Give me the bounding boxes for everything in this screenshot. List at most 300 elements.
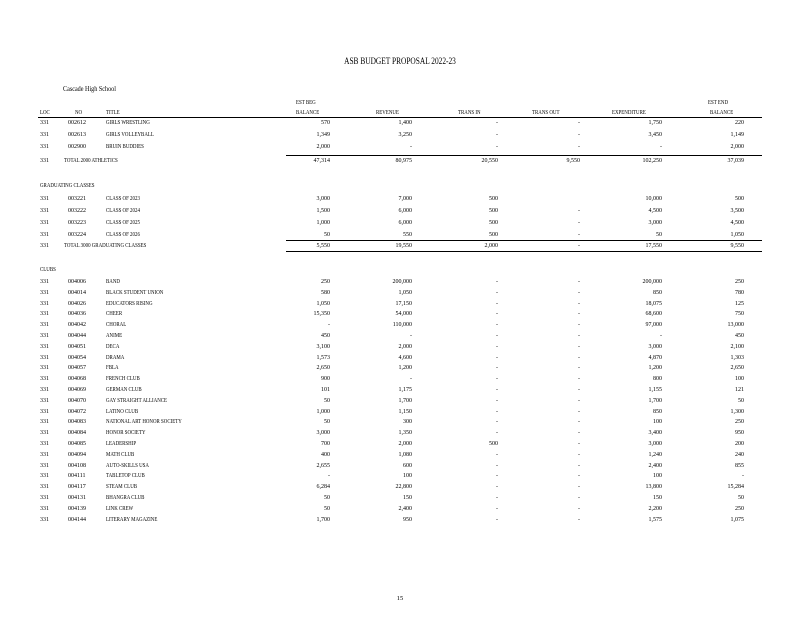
- cell-amount: -: [410, 376, 412, 383]
- table-row: [0, 355, 800, 365]
- table-row: [0, 132, 800, 142]
- cell-amount: 1,240: [648, 451, 662, 458]
- cell-title: GIRLS VOLLEYBALL: [106, 132, 154, 138]
- table-row: [0, 208, 800, 218]
- cell-amount: -: [578, 220, 580, 226]
- cell-amount: 1,200: [398, 365, 412, 372]
- cell-amount: 1,575: [648, 516, 662, 523]
- cell-amount: 3,450: [648, 132, 662, 138]
- cell-amount: 500: [489, 220, 498, 226]
- cell-amount: -: [578, 300, 580, 307]
- total-rule-bottom: [286, 251, 762, 252]
- cell-amount: 250: [321, 279, 330, 285]
- cell-amount: 2,000: [398, 441, 412, 447]
- cell-title: NATIONAL ART HONOR SOCIETY: [106, 419, 182, 426]
- cell-amount: -: [578, 473, 580, 480]
- header-expenditure: EXPENDITURE: [612, 110, 646, 116]
- cell-number: 004057: [68, 365, 86, 372]
- table-row: [0, 290, 800, 300]
- table-row: [0, 419, 800, 429]
- cell-number: 004131: [68, 495, 86, 501]
- cell-amount: 9,550: [730, 243, 744, 249]
- cell-amount: 200,000: [392, 279, 412, 285]
- cell-amount: -: [328, 473, 330, 480]
- cell-number: 004144: [68, 516, 86, 523]
- cell-amount: -: [496, 311, 498, 318]
- cell-loc: 331: [40, 462, 49, 469]
- cell-number: 004085: [68, 441, 86, 447]
- cell-amount: 1,350: [398, 430, 412, 437]
- cell-title: BHANGRA CLUB: [106, 495, 145, 501]
- cell-amount: 50: [738, 397, 744, 404]
- cell-title: ANIME: [106, 333, 123, 339]
- header-loc: LOC: [40, 110, 50, 116]
- cell-title: CHORAL: [106, 322, 127, 329]
- table-row: [0, 517, 800, 527]
- cell-amount: 150: [403, 495, 412, 501]
- header-trans-out: TRANS OUT: [532, 110, 560, 116]
- cell-title: TOTAL 3000 GRADUATING CLASSES: [64, 243, 147, 249]
- cell-number: 004117: [68, 484, 86, 491]
- cell-amount: 2,000: [730, 144, 744, 150]
- cell-amount: 1,200: [648, 365, 662, 372]
- cell-amount: -: [496, 132, 498, 138]
- cell-amount: 500: [735, 196, 744, 202]
- cell-amount: 6,284: [316, 484, 330, 491]
- cell-title: MATH CLUB: [106, 451, 135, 458]
- cell-loc: 331: [40, 333, 49, 339]
- cell-amount: -: [578, 132, 580, 138]
- cell-title: STEAM CLUB: [106, 484, 138, 491]
- cell-amount: 240: [735, 451, 744, 458]
- table-row: [0, 441, 800, 451]
- table-row: [0, 220, 800, 230]
- cell-title: EDUCATORS RISING: [106, 300, 153, 307]
- cell-loc: 331: [40, 473, 49, 480]
- cell-title: DRAMA: [106, 354, 125, 361]
- cell-number: 004070: [68, 397, 86, 404]
- cell-amount: 15,350: [313, 311, 330, 318]
- cell-amount: -: [328, 322, 330, 329]
- cell-amount: 9,550: [566, 158, 580, 164]
- cell-amount: -: [578, 243, 580, 249]
- cell-amount: 250: [735, 279, 744, 285]
- cell-amount: -: [496, 333, 498, 339]
- cell-amount: 450: [321, 333, 330, 339]
- cell-amount: 22,800: [395, 484, 412, 491]
- cell-number: 004051: [68, 343, 86, 350]
- cell-amount: 1,155: [648, 387, 662, 393]
- cell-amount: 100: [653, 473, 662, 480]
- cell-amount: -: [578, 397, 580, 404]
- cell-amount: 2,650: [730, 365, 744, 372]
- header-beg-top: EST BEG: [296, 100, 316, 106]
- cell-amount: 220: [735, 120, 744, 126]
- cell-title: CLASS OF 2024: [106, 208, 140, 214]
- header-no: NO: [75, 110, 83, 116]
- cell-amount: 50: [324, 505, 330, 512]
- cell-amount: 550: [403, 232, 412, 238]
- cell-title: LINK CREW: [106, 505, 134, 512]
- cell-amount: -: [578, 451, 580, 458]
- cell-amount: -: [496, 473, 498, 480]
- cell-amount: -: [578, 365, 580, 372]
- table-row: [0, 311, 800, 321]
- cell-title: LATINO CLUB: [106, 408, 139, 415]
- cell-amount: -: [578, 408, 580, 415]
- cell-amount: 17,550: [645, 243, 662, 249]
- cell-amount: 600: [403, 462, 412, 469]
- header-revenue: REVENUE: [376, 110, 399, 116]
- cell-amount: 2,400: [398, 505, 412, 512]
- cell-amount: 750: [735, 311, 744, 318]
- cell-amount: -: [578, 289, 580, 296]
- table-row: [0, 409, 800, 419]
- cell-amount: 500: [489, 208, 498, 214]
- cell-amount: -: [578, 333, 580, 339]
- cell-amount: 20,550: [481, 158, 498, 164]
- cell-amount: 1,175: [398, 387, 412, 393]
- cell-amount: 101: [321, 387, 330, 393]
- table-row: [0, 506, 800, 516]
- cell-loc: 331: [40, 441, 49, 447]
- cell-loc: 331: [40, 354, 49, 361]
- cell-loc: 331: [40, 232, 49, 238]
- cell-amount: 1,050: [398, 289, 412, 296]
- table-row: [0, 452, 800, 462]
- cell-amount: -: [578, 505, 580, 512]
- cell-title: DECA: [106, 343, 120, 350]
- cell-amount: -: [578, 462, 580, 469]
- cell-amount: 950: [735, 430, 744, 437]
- cell-title: CLASS OF 2026: [106, 232, 140, 238]
- cell-number: 003221: [68, 196, 86, 202]
- cell-amount: 1,750: [648, 120, 662, 126]
- section-graduating-classes: GRADUATING CLASSES: [40, 183, 95, 189]
- cell-amount: 3,000: [316, 196, 330, 202]
- cell-amount: 4,500: [648, 208, 662, 214]
- cell-amount: 1,050: [730, 232, 744, 238]
- cell-amount: 1,700: [398, 397, 412, 404]
- cell-amount: 3,000: [648, 343, 662, 350]
- cell-number: 004108: [68, 462, 86, 469]
- cell-amount: -: [578, 376, 580, 383]
- cell-amount: -: [660, 333, 662, 339]
- cell-amount: 950: [403, 516, 412, 523]
- cell-amount: 100: [735, 376, 744, 383]
- cell-amount: 3,000: [316, 430, 330, 437]
- cell-number: 004072: [68, 408, 86, 415]
- cell-loc: 331: [40, 451, 49, 458]
- cell-amount: 1,573: [316, 354, 330, 361]
- cell-amount: 1,400: [398, 120, 412, 126]
- table-row: [0, 120, 800, 130]
- table-row: [0, 376, 800, 386]
- cell-amount: 2,200: [648, 505, 662, 512]
- cell-amount: 1,150: [398, 408, 412, 415]
- table-row: [0, 144, 800, 154]
- header-end-bottom: BALANCE: [710, 110, 734, 116]
- cell-amount: 1,000: [316, 408, 330, 415]
- cell-loc: 331: [40, 196, 49, 202]
- cell-number: 004054: [68, 354, 86, 361]
- cell-amount: -: [410, 144, 412, 150]
- table-row: [0, 473, 800, 483]
- document-title: ASB BUDGET PROPOSAL 2022-23: [344, 56, 456, 66]
- cell-amount: -: [578, 430, 580, 437]
- cell-amount: -: [496, 516, 498, 523]
- cell-amount: 2,000: [398, 343, 412, 350]
- cell-amount: -: [578, 208, 580, 214]
- cell-title: GIRLS WRESTLING: [106, 120, 150, 126]
- cell-loc: 331: [40, 243, 49, 249]
- cell-loc: 331: [40, 220, 49, 226]
- cell-loc: 331: [40, 430, 49, 437]
- cell-title: GAY STRAIGHT ALLIANCE: [106, 397, 168, 404]
- cell-amount: -: [578, 120, 580, 126]
- cell-number: 004044: [68, 333, 86, 339]
- cell-loc: 331: [40, 158, 49, 164]
- cell-amount: 780: [735, 289, 744, 296]
- cell-amount: 1,080: [398, 451, 412, 458]
- cell-number: 002900: [68, 144, 86, 150]
- cell-title: LEADERSHIP: [106, 441, 137, 447]
- cell-amount: 3,500: [730, 208, 744, 214]
- cell-title: BRUIN BUDDIES: [106, 144, 144, 150]
- cell-amount: -: [578, 144, 580, 150]
- cell-amount: 10,000: [645, 196, 662, 202]
- cell-number: 004026: [68, 300, 86, 307]
- cell-amount: 125: [735, 300, 744, 307]
- header-title: TITLE: [106, 110, 120, 116]
- cell-title: GERMAN CLUB: [106, 387, 142, 393]
- cell-amount: -: [496, 484, 498, 491]
- cell-amount: -: [660, 144, 662, 150]
- cell-amount: 50: [738, 495, 744, 501]
- section-clubs: CLUBS: [40, 267, 56, 273]
- cell-loc: 331: [40, 322, 49, 329]
- cell-amount: 2,000: [316, 144, 330, 150]
- cell-amount: 250: [735, 505, 744, 512]
- cell-title: TABLETOP CLUB: [106, 473, 145, 480]
- cell-amount: -: [496, 397, 498, 404]
- cell-amount: 3,400: [648, 430, 662, 437]
- cell-amount: 121: [735, 387, 744, 393]
- cell-amount: 900: [321, 376, 330, 383]
- cell-loc: 331: [40, 132, 49, 138]
- cell-number: 004036: [68, 311, 86, 318]
- table-row: [0, 430, 800, 440]
- cell-title: FBLA: [106, 365, 119, 372]
- table-row: [0, 365, 800, 375]
- cell-loc: 331: [40, 300, 49, 307]
- cell-title: BLACK STUDENT UNION: [106, 289, 164, 296]
- table-row: [0, 387, 800, 397]
- cell-number: 004111: [68, 473, 86, 480]
- cell-amount: 50: [324, 397, 330, 404]
- cell-amount: -: [578, 516, 580, 523]
- cell-loc: 331: [40, 495, 49, 501]
- cell-amount: 50: [324, 419, 330, 426]
- cell-number: 002612: [68, 120, 86, 126]
- cell-amount: 97,000: [645, 322, 662, 329]
- cell-number: 004006: [68, 279, 86, 285]
- cell-loc: 331: [40, 343, 49, 350]
- cell-amount: 500: [489, 441, 498, 447]
- table-row: [0, 344, 800, 354]
- cell-amount: 13,000: [727, 322, 744, 329]
- cell-amount: -: [578, 279, 580, 285]
- cell-amount: 110,000: [392, 322, 412, 329]
- cell-number: 004084: [68, 430, 86, 437]
- cell-amount: -: [496, 408, 498, 415]
- cell-amount: 1,149: [730, 132, 744, 138]
- cell-title: CHEER: [106, 311, 123, 318]
- cell-amount: 1,349: [316, 132, 330, 138]
- cell-amount: -: [496, 419, 498, 426]
- cell-number: 004069: [68, 387, 86, 393]
- cell-amount: 150: [653, 495, 662, 501]
- page-number: 15: [396, 595, 404, 602]
- cell-amount: 1,303: [730, 354, 744, 361]
- cell-number: 002613: [68, 132, 86, 138]
- cell-amount: 47,314: [313, 158, 330, 164]
- cell-amount: 570: [321, 120, 330, 126]
- cell-amount: 1,500: [316, 208, 330, 214]
- cell-amount: 1,000: [316, 220, 330, 226]
- cell-amount: -: [496, 376, 498, 383]
- cell-amount: -: [742, 473, 744, 480]
- cell-number: 003222: [68, 208, 86, 214]
- cell-loc: 331: [40, 279, 49, 285]
- cell-number: 003223: [68, 220, 86, 226]
- cell-amount: 7,000: [398, 196, 412, 202]
- cell-amount: 1,300: [730, 408, 744, 415]
- cell-amount: 15,284: [727, 484, 744, 491]
- cell-loc: 331: [40, 516, 49, 523]
- table-row: [0, 495, 800, 505]
- cell-amount: -: [496, 365, 498, 372]
- cell-amount: -: [578, 354, 580, 361]
- cell-amount: -: [496, 505, 498, 512]
- cell-number: 003224: [68, 232, 86, 238]
- cell-amount: -: [578, 343, 580, 350]
- cell-loc: 331: [40, 419, 49, 426]
- cell-amount: 2,100: [730, 343, 744, 350]
- cell-amount: -: [496, 343, 498, 350]
- cell-amount: 6,000: [398, 220, 412, 226]
- cell-amount: 3,100: [316, 343, 330, 350]
- table-row: [0, 463, 800, 473]
- cell-amount: 4,600: [398, 354, 412, 361]
- cell-amount: 250: [735, 419, 744, 426]
- cell-amount: 37,039: [727, 158, 744, 164]
- cell-amount: -: [578, 311, 580, 318]
- cell-loc: 331: [40, 484, 49, 491]
- cell-amount: 855: [735, 462, 744, 469]
- cell-amount: -: [496, 387, 498, 393]
- cell-amount: 54,000: [395, 311, 412, 318]
- cell-amount: -: [496, 300, 498, 307]
- cell-amount: 50: [324, 495, 330, 501]
- cell-number: 004139: [68, 505, 86, 512]
- cell-amount: 500: [489, 196, 498, 202]
- cell-amount: 200,000: [642, 279, 662, 285]
- table-row: [0, 398, 800, 408]
- cell-loc: 331: [40, 365, 49, 372]
- cell-amount: -: [578, 441, 580, 447]
- cell-amount: 3,000: [648, 441, 662, 447]
- cell-amount: -: [496, 279, 498, 285]
- cell-amount: -: [496, 120, 498, 126]
- cell-amount: 13,800: [645, 484, 662, 491]
- cell-number: 004042: [68, 322, 86, 329]
- cell-amount: -: [496, 322, 498, 329]
- cell-title: CLASS OF 2025: [106, 220, 140, 226]
- cell-amount: 1,700: [648, 397, 662, 404]
- cell-amount: 3,250: [398, 132, 412, 138]
- cell-amount: 2,650: [316, 365, 330, 372]
- cell-amount: -: [578, 419, 580, 426]
- cell-amount: -: [496, 495, 498, 501]
- table-row: [0, 484, 800, 494]
- cell-loc: 331: [40, 408, 49, 415]
- cell-amount: 1,050: [316, 300, 330, 307]
- cell-amount: -: [496, 451, 498, 458]
- cell-amount: 1,075: [730, 516, 744, 523]
- cell-title: HONOR SOCIETY: [106, 430, 146, 437]
- header-trans-in: TRANS IN: [458, 110, 481, 116]
- table-row: [0, 301, 800, 311]
- header-beg-bottom: BALANCE: [296, 110, 320, 116]
- cell-loc: 331: [40, 311, 49, 318]
- table-row: [0, 196, 800, 206]
- cell-title: FRENCH CLUB: [106, 376, 140, 383]
- cell-amount: 1,700: [316, 516, 330, 523]
- cell-amount: 2,655: [316, 462, 330, 469]
- cell-amount: -: [578, 387, 580, 393]
- cell-loc: 331: [40, 208, 49, 214]
- cell-amount: 2,000: [484, 243, 498, 249]
- cell-title: CLASS OF 2023: [106, 196, 140, 202]
- cell-loc: 331: [40, 376, 49, 383]
- cell-title: LITERARY MAGAZINE: [106, 516, 158, 523]
- cell-amount: 300: [403, 419, 412, 426]
- cell-amount: -: [496, 144, 498, 150]
- cell-amount: 80,975: [395, 158, 412, 164]
- cell-amount: 3,000: [648, 220, 662, 226]
- cell-loc: 331: [40, 289, 49, 296]
- cell-amount: -: [496, 462, 498, 469]
- cell-amount: -: [578, 484, 580, 491]
- cell-amount: 4,870: [648, 354, 662, 361]
- total-rule-top: [286, 240, 762, 241]
- cell-number: 004083: [68, 419, 86, 426]
- cell-amount: 200: [735, 441, 744, 447]
- cell-amount: 850: [653, 408, 662, 415]
- cell-amount: -: [496, 430, 498, 437]
- cell-amount: 68,600: [645, 311, 662, 318]
- cell-amount: 50: [324, 232, 330, 238]
- cell-amount: 5,550: [316, 243, 330, 249]
- cell-amount: -: [578, 322, 580, 329]
- cell-amount: 700: [321, 441, 330, 447]
- cell-title: BAND: [106, 279, 120, 285]
- cell-amount: 17,150: [395, 300, 412, 307]
- cell-amount: 100: [653, 419, 662, 426]
- cell-amount: 100: [403, 473, 412, 480]
- cell-loc: 331: [40, 505, 49, 512]
